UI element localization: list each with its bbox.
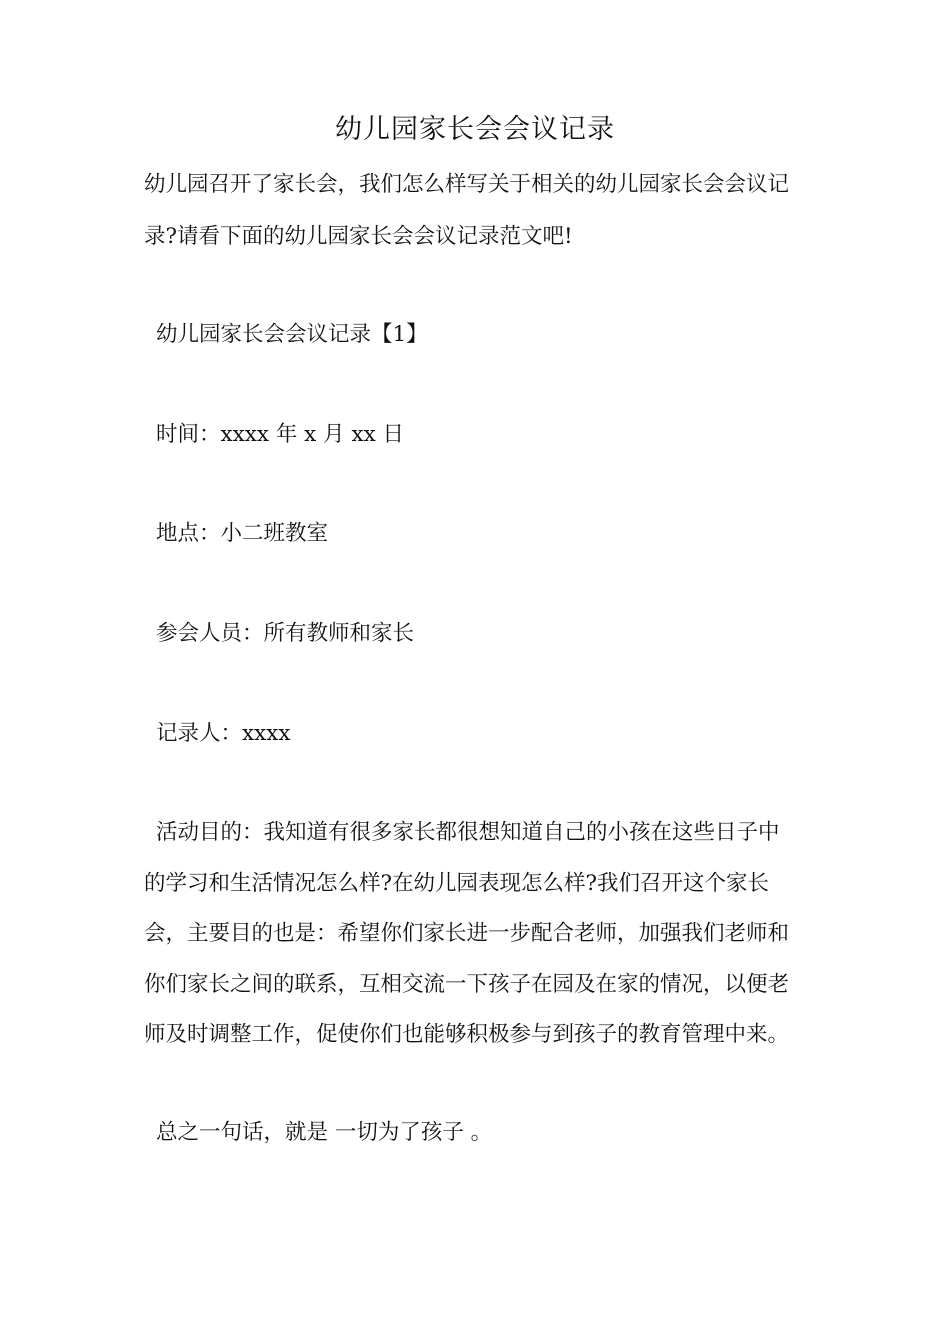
meeting-attendees: 参会人员：所有教师和家长 [156,621,415,646]
meeting-location: 地点：小二班教室 [156,521,329,546]
meeting-time: 时间：xxxx 年 x 月 xx 日 [156,422,405,447]
document-title: 幼儿园家长会会议记录 [335,114,615,145]
purpose-line: 你们家长之间的联系，互相交流一下孩子在园及在家的情况，以便老 [144,972,790,997]
summary-line: 总之一句话，就是 一切为了孩子 。 [156,1120,493,1145]
section-heading: 幼儿园家长会会议记录【1】 [156,322,428,347]
purpose-line: 会，主要目的也是：希望你们家长进一步配合老师，加强我们老师和 [144,921,790,946]
purpose-line: 活动目的：我知道有很多家长都很想知道自己的小孩在这些日子中 [156,820,780,845]
purpose-line: 师及时调整工作，促使你们也能够积极参与到孩子的教育管理中来。 [144,1022,790,1047]
intro-line: 录?请看下面的幼儿园家长会会议记录范文吧! [144,224,573,249]
purpose-line: 的学习和生活情况怎么样?在幼儿园表现怎么样?我们召开这个家长 [144,871,770,896]
meeting-recorder: 记录人：xxxx [156,721,291,746]
intro-line: 幼儿园召开了家长会，我们怎么样写关于相关的幼儿园家长会会议记 [144,172,790,197]
